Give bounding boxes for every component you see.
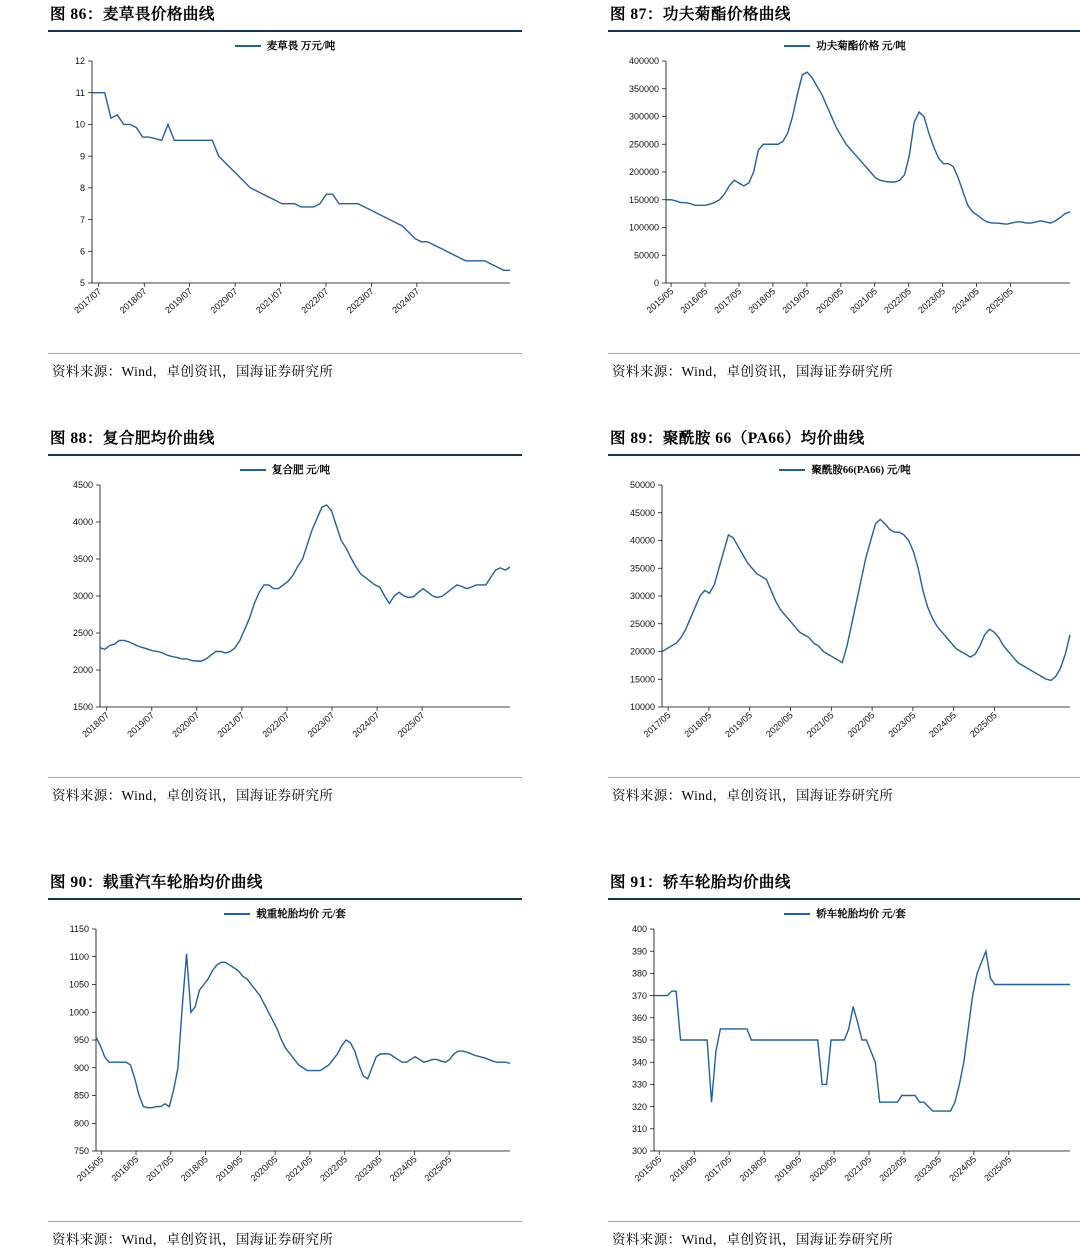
svg-text:2023/05: 2023/05 — [916, 286, 948, 316]
figure-86-legend-label: 麦草畏 万元/吨 — [266, 41, 336, 52]
svg-text:380: 380 — [631, 968, 647, 979]
svg-text:2018/05: 2018/05 — [746, 286, 778, 316]
svg-text:800: 800 — [73, 1118, 89, 1129]
svg-text:10000: 10000 — [629, 702, 655, 713]
svg-text:2025/05: 2025/05 — [984, 286, 1015, 316]
svg-text:25000: 25000 — [629, 618, 655, 629]
svg-text:400: 400 — [631, 924, 647, 935]
svg-text:40000: 40000 — [629, 535, 655, 546]
figure-91-panel — [608, 868, 1080, 1252]
figure-89-legend — [608, 456, 1080, 477]
svg-text:2016/05: 2016/05 — [109, 1154, 141, 1184]
svg-text:2018/05: 2018/05 — [682, 710, 714, 740]
svg-text:2019/05: 2019/05 — [780, 286, 812, 316]
figure-90-title: 图 90：载重汽车轮胎均价曲线 — [50, 874, 263, 891]
svg-text:2018/05: 2018/05 — [179, 1154, 210, 1184]
figure-91-title: 图 91：轿车轮胎均价曲线 — [610, 874, 791, 891]
figure-90-source: 资料来源：Wind，卓创资讯，国海证券研究所 — [52, 1232, 334, 1247]
svg-text:400000: 400000 — [628, 56, 659, 67]
svg-text:2022/05: 2022/05 — [845, 710, 877, 740]
figure-91-legend — [608, 900, 1080, 921]
figure-88-chart — [48, 477, 522, 777]
chart-row-1 — [48, 0, 1080, 384]
svg-text:2015/05: 2015/05 — [644, 286, 676, 316]
svg-text:1100: 1100 — [69, 951, 89, 962]
figure-86-legend — [48, 32, 522, 53]
svg-text:370: 370 — [631, 990, 647, 1001]
figure-88-legend — [48, 456, 522, 477]
figure-91-chart — [608, 921, 1080, 1221]
svg-text:150000: 150000 — [628, 194, 659, 205]
svg-text:2015/05: 2015/05 — [74, 1154, 106, 1184]
figure-90-legend-label: 载重轮胎均价 元/套 — [256, 909, 346, 920]
row-spacer-1 — [0, 384, 1080, 424]
figure-86-title: 图 86：麦草畏价格曲线 — [50, 6, 215, 23]
figure-88-plot — [48, 477, 522, 767]
svg-text:6: 6 — [79, 246, 85, 257]
svg-text:2024/05: 2024/05 — [947, 1154, 979, 1184]
svg-text:50000: 50000 — [629, 480, 655, 491]
svg-text:2025/05: 2025/05 — [982, 1154, 1014, 1184]
legend-swatch-icon — [779, 469, 805, 471]
svg-text:2020/05: 2020/05 — [248, 1154, 280, 1184]
svg-text:3500: 3500 — [72, 554, 93, 565]
svg-text:2020/05: 2020/05 — [814, 286, 846, 316]
svg-text:2015/05: 2015/05 — [632, 1154, 664, 1184]
figure-88-title: 图 88：复合肥均价曲线 — [50, 430, 215, 447]
figure-89-legend-label: 聚酰胺66(PA66) 元/吨 — [811, 465, 911, 476]
svg-text:2019/05: 2019/05 — [772, 1154, 804, 1184]
svg-text:4500: 4500 — [72, 480, 93, 491]
svg-text:250000: 250000 — [628, 139, 659, 150]
svg-text:2019/07: 2019/07 — [125, 710, 157, 740]
figure-91-source: 资料来源：Wind，卓创资讯，国海证券研究所 — [612, 1232, 894, 1247]
figure-89-source: 资料来源：Wind，卓创资讯，国海证券研究所 — [612, 788, 894, 803]
svg-text:11: 11 — [75, 87, 85, 98]
chart-row-3 — [48, 868, 1080, 1252]
svg-text:2022/05: 2022/05 — [877, 1154, 909, 1184]
svg-text:50000: 50000 — [633, 250, 659, 261]
svg-text:2024/05: 2024/05 — [950, 286, 981, 316]
figure-89-title: 图 89：聚酰胺 66（PA66）均价曲线 — [610, 430, 865, 447]
figure-89-chart — [608, 477, 1080, 777]
svg-text:30000: 30000 — [629, 591, 655, 602]
svg-text:12: 12 — [74, 56, 85, 67]
svg-text:340: 340 — [631, 1057, 647, 1068]
figure-87-legend-label: 功夫菊酯价格 元/吨 — [816, 41, 906, 52]
legend-swatch-icon — [235, 45, 261, 47]
svg-text:750: 750 — [73, 1146, 89, 1157]
svg-text:2021/05: 2021/05 — [842, 1154, 874, 1184]
svg-text:300: 300 — [631, 1146, 647, 1157]
svg-text:900: 900 — [73, 1062, 89, 1073]
figure-86-panel — [48, 0, 522, 384]
svg-text:350: 350 — [631, 1035, 647, 1046]
svg-text:2019/07: 2019/07 — [163, 286, 195, 316]
svg-text:10: 10 — [74, 119, 85, 130]
svg-text:2023/05: 2023/05 — [352, 1154, 384, 1184]
figure-88-legend-label: 复合肥 元/吨 — [271, 465, 331, 476]
figure-87-chart — [608, 53, 1080, 353]
legend-swatch-icon — [784, 913, 810, 915]
svg-text:2017/05: 2017/05 — [144, 1154, 176, 1184]
svg-text:4000: 4000 — [72, 517, 93, 528]
svg-text:20000: 20000 — [629, 646, 655, 657]
figure-90-plot — [48, 921, 522, 1211]
svg-text:950: 950 — [73, 1035, 89, 1046]
svg-text:2022/05: 2022/05 — [318, 1154, 350, 1184]
figure-88-source: 资料来源：Wind，卓创资讯，国海证券研究所 — [52, 788, 334, 803]
figure-90-legend — [48, 900, 522, 921]
row-spacer-2 — [0, 808, 1080, 868]
svg-text:2016/05: 2016/05 — [667, 1154, 699, 1184]
svg-text:360: 360 — [631, 1013, 647, 1023]
svg-text:2021/07: 2021/07 — [215, 710, 247, 740]
svg-text:2021/05: 2021/05 — [283, 1154, 315, 1184]
svg-text:2018/07: 2018/07 — [80, 710, 112, 740]
figure-89-panel — [608, 424, 1080, 808]
figure-87-legend — [608, 32, 1080, 53]
svg-text:35000: 35000 — [629, 563, 655, 574]
svg-text:2023/05: 2023/05 — [886, 710, 918, 740]
svg-text:2023/07: 2023/07 — [305, 710, 337, 740]
svg-text:300000: 300000 — [628, 111, 659, 122]
svg-text:8: 8 — [79, 183, 85, 194]
svg-text:2500: 2500 — [72, 628, 93, 639]
svg-text:2017/05: 2017/05 — [702, 1154, 734, 1184]
svg-text:2021/05: 2021/05 — [804, 710, 836, 740]
svg-text:100000: 100000 — [628, 222, 659, 233]
svg-text:7: 7 — [79, 214, 85, 225]
legend-swatch-icon — [240, 469, 266, 471]
svg-text:2023/05: 2023/05 — [912, 1154, 944, 1184]
svg-text:2023/07: 2023/07 — [344, 286, 376, 316]
svg-text:2019/05: 2019/05 — [723, 710, 755, 740]
svg-text:45000: 45000 — [629, 507, 655, 518]
svg-text:2018/05: 2018/05 — [737, 1154, 769, 1184]
chart-row-2 — [48, 424, 1080, 808]
svg-text:2017/05: 2017/05 — [641, 710, 673, 740]
svg-text:2017/07: 2017/07 — [72, 286, 104, 316]
svg-text:2024/07: 2024/07 — [390, 286, 422, 316]
svg-text:3000: 3000 — [72, 591, 93, 602]
figure-90-chart — [48, 921, 522, 1221]
svg-text:15000: 15000 — [629, 674, 655, 685]
svg-text:2018/07: 2018/07 — [117, 286, 149, 316]
figure-91-plot — [608, 921, 1080, 1211]
svg-text:2025/07: 2025/07 — [395, 710, 427, 740]
svg-text:850: 850 — [73, 1090, 89, 1101]
svg-text:320: 320 — [631, 1101, 647, 1112]
svg-text:390: 390 — [631, 946, 647, 957]
figure-86-chart — [48, 53, 522, 353]
svg-text:2024/05: 2024/05 — [927, 710, 959, 740]
svg-text:1050: 1050 — [68, 979, 89, 990]
svg-text:2025/05: 2025/05 — [967, 710, 999, 740]
svg-text:310: 310 — [631, 1124, 647, 1134]
figure-87-panel — [608, 0, 1080, 384]
svg-text:2024/05: 2024/05 — [387, 1154, 419, 1184]
svg-text:330: 330 — [631, 1079, 647, 1090]
svg-text:2020/07: 2020/07 — [208, 286, 240, 316]
svg-text:2025/05: 2025/05 — [422, 1154, 454, 1184]
svg-text:2024/07: 2024/07 — [350, 710, 382, 740]
svg-text:5: 5 — [79, 278, 85, 289]
svg-text:350000: 350000 — [628, 83, 659, 94]
figure-86-plot — [48, 53, 522, 343]
svg-text:2020/07: 2020/07 — [170, 710, 202, 740]
svg-text:2020/05: 2020/05 — [807, 1154, 839, 1184]
svg-text:0: 0 — [653, 278, 659, 289]
legend-swatch-icon — [784, 45, 810, 47]
svg-text:1000: 1000 — [68, 1007, 89, 1018]
figure-90-panel — [48, 868, 522, 1252]
figure-89-plot — [608, 477, 1080, 767]
svg-text:2021/07: 2021/07 — [254, 286, 285, 316]
figure-91-legend-label: 轿车轮胎均价 元/套 — [816, 909, 906, 920]
svg-text:2000: 2000 — [72, 665, 93, 676]
legend-swatch-icon — [224, 913, 250, 915]
svg-text:1500: 1500 — [72, 702, 93, 713]
figure-87-source: 资料来源：Wind，卓创资讯，国海证券研究所 — [612, 364, 894, 379]
svg-text:2020/05: 2020/05 — [763, 710, 795, 740]
svg-text:2022/07: 2022/07 — [260, 710, 292, 740]
figure-86-source: 资料来源：Wind，卓创资讯，国海证券研究所 — [52, 364, 334, 379]
svg-text:2022/07: 2022/07 — [299, 286, 331, 316]
svg-text:1150: 1150 — [69, 924, 89, 935]
figure-87-plot — [608, 53, 1080, 343]
svg-text:2019/05: 2019/05 — [213, 1154, 245, 1184]
svg-text:9: 9 — [79, 151, 85, 162]
svg-text:2016/05: 2016/05 — [678, 286, 710, 316]
svg-text:200000: 200000 — [628, 167, 659, 178]
figure-88-panel — [48, 424, 522, 808]
svg-text:2021/05: 2021/05 — [848, 286, 880, 316]
svg-text:2017/05: 2017/05 — [712, 286, 744, 316]
figure-87-title: 图 87：功夫菊酯价格曲线 — [610, 6, 791, 23]
svg-text:2022/05: 2022/05 — [882, 286, 914, 316]
